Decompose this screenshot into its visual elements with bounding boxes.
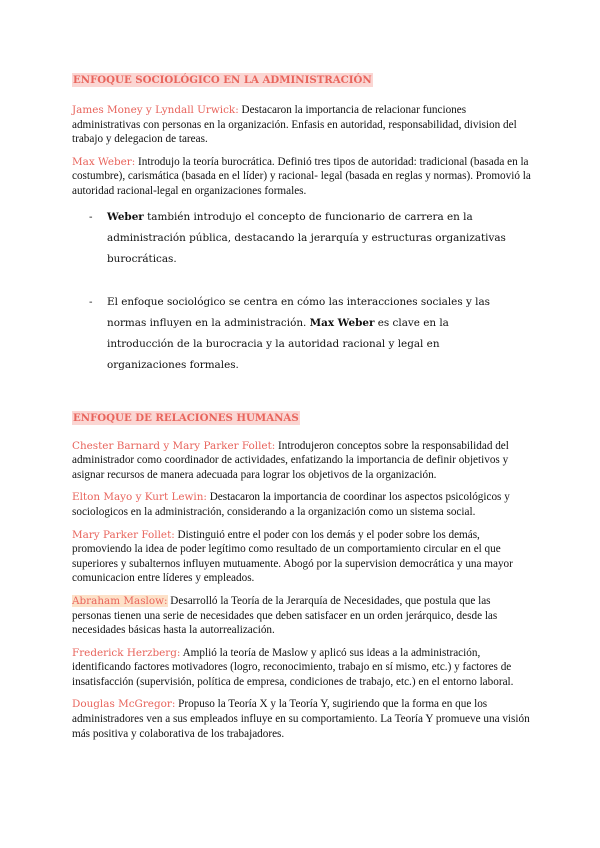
bullet-text: es clave en la introducción de la burocracia y la autoridad racional y legal en organizaciones formales. <box>107 316 449 371</box>
paragraph-mcgregor <box>72 697 532 741</box>
author-name: Mary Parker Follet: <box>72 528 175 541</box>
paragraph-follet <box>72 528 532 586</box>
section-sociologico <box>72 68 532 87</box>
paragraph-money-urwick <box>72 103 532 147</box>
author-name: Frederick Herzberg: <box>72 646 181 659</box>
paragraph-text: Introdujo la teoría burocrática. Definió tres tipos de autoridad: tradicional (basada en la costumbre), carismática (basada en el líder) y racional- legal (basada en reglas y normas). Promovió la autoridad racional-legal en organizaciones formales. <box>72 155 531 197</box>
paragraph-text: Desarrolló la Teoría de la Jerarquía de Necesidades, que postula que las personas tienen una serie de necesidades que deben satisfacer en un orden jerárquico, desde las necesidades básicas hasta la autorrealización. <box>72 594 498 637</box>
author-name: James Money y Lyndall Urwick: <box>72 104 239 116</box>
paragraph-barnard-follet <box>72 439 532 483</box>
section-heading-sociologico: ENFOQUE SOCIOLÓGICO EN LA ADMINISTRACIÓN <box>73 74 372 86</box>
list-item <box>72 207 507 270</box>
bold-lead: Weber <box>107 210 144 223</box>
author-name: Max Weber: <box>72 155 136 168</box>
section-relaciones-humanas <box>72 406 532 425</box>
author-name: Abraham Maslow: <box>72 594 168 607</box>
author-name: Douglas McGregor: <box>72 698 176 711</box>
paragraph-text: Distinguió entre el poder con los demás y el poder sobre los demás, promoviendo la idea de poder legítimo como resultado de un comportamiento circular en el que superiores y subalternos influyen mutuamente. Abogó por la supervision democrática y una mayor comunicacion entre líderes y empleados. <box>72 528 513 585</box>
bullet-dash: - <box>89 210 93 223</box>
bullet-dash: - <box>89 295 93 308</box>
list-item <box>72 292 507 376</box>
paragraph-text: Destacaron la importancia de coordinar los aspectos psicológicos y sociologicos en la administración, considerando a la organización como un sistema social. <box>72 491 510 518</box>
author-name: Elton Mayo y Kurt Lewin: <box>72 491 207 504</box>
bullet-list <box>72 207 532 376</box>
paragraph-text: Destacaron la importancia de relacionar funciones administrativas con personas en la organización. Enfasis en autoridad, responsabilidad, division del trabajo y delegacion de tareas. <box>72 104 517 146</box>
paragraph-text: Amplió la teoría de Maslow y aplicó sus ideas a la administración, identificando factores motivadores (logro, reconocimiento, trabajo en sí mismo, etc.) y factores de insatisfacción (supervisión, política de empresa, condiciones de trabajo, etc.) en el entorno laboral. <box>72 646 514 688</box>
paragraph-mayo-lewin <box>72 490 532 519</box>
section-heading-relaciones-humanas: ENFOQUE DE RELACIONES HUMANAS <box>73 411 299 424</box>
bullet-text: también introdujo el concepto de funcionario de carrera en la administración pública, destacando la jerarquía y estructuras organizativas burocráticas. <box>107 210 506 265</box>
paragraph-weber <box>72 155 532 199</box>
paragraph-text: Introdujeron conceptos sobre la responsabilidad del administrador como coordinador de actividades, enfatizando la importancia de definir objetivos y asignar recursos de manera adecuada para lograr los objetivos de la organización. <box>72 439 509 481</box>
paragraph-herzberg <box>72 646 532 690</box>
author-name: Chester Barnard y Mary Parker Follet: <box>72 439 276 452</box>
bullet-text: El enfoque sociológico se centra en cómo las interacciones sociales y las normas influyen en la administración. <box>107 295 490 329</box>
bold-name: Max Weber <box>309 316 375 329</box>
paragraph-text: Propuso la Teoría X y la Teoría Y, sugiriendo que la forma en que los administradores ven a sus empleados influye en su comportamiento. La Teoría Y promueve una visión más positiva y colaborativa de los trabajadores. <box>72 698 530 740</box>
paragraph-maslow <box>72 594 532 638</box>
document-page <box>72 68 532 741</box>
